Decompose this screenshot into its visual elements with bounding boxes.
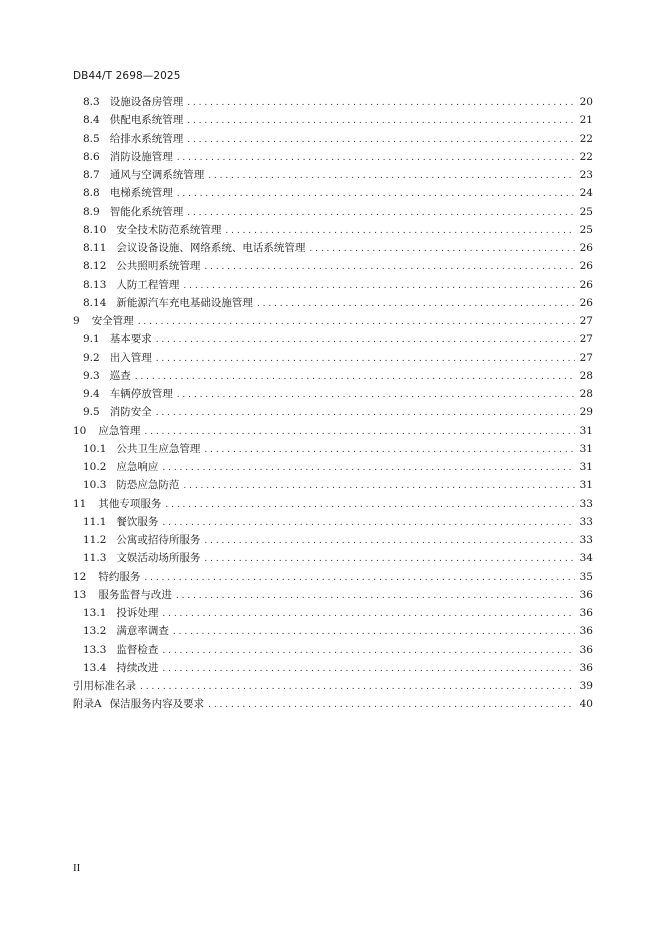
- toc-entry-page: 26: [579, 260, 593, 273]
- toc-entry-number: 9: [73, 315, 80, 327]
- toc-entry[interactable]: [73, 403, 593, 421]
- toc-entry-title: 特约服务: [98, 570, 141, 583]
- toc-entry-number: 11: [73, 497, 87, 510]
- toc-entry-number: 12: [73, 570, 87, 583]
- toc-entry-title: 满意率调查: [116, 625, 169, 638]
- toc-entry-page: 31: [579, 461, 593, 473]
- toc-entry[interactable]: [73, 513, 593, 531]
- toc-entry[interactable]: [73, 568, 593, 586]
- toc-entry[interactable]: [73, 93, 593, 111]
- toc-entry-number: 13.3: [83, 643, 107, 656]
- toc-entry-page: 31: [579, 424, 593, 437]
- toc-entry-title: 消防安全: [109, 406, 152, 419]
- toc-entry-number: 13: [73, 588, 87, 601]
- toc-entry-title: 车辆停放管理: [109, 388, 173, 400]
- toc-entry-title: 公寓或招待所服务: [116, 534, 201, 546]
- toc-dot-leader: [162, 605, 575, 623]
- toc-dot-leader: [177, 185, 575, 203]
- toc-entry[interactable]: [73, 458, 593, 476]
- toc-entry-number: 8.5: [83, 132, 100, 145]
- toc-entry-page: 26: [579, 296, 593, 309]
- toc-entry-page: 36: [579, 643, 593, 656]
- toc-entry[interactable]: [73, 148, 593, 166]
- toc-entry-number: 8.8: [83, 187, 100, 200]
- toc-entry-title: 新能源汽车充电基础设施管理: [116, 296, 253, 309]
- toc-entry-page: 25: [579, 205, 593, 218]
- page-number: II: [73, 862, 81, 874]
- toc-entry[interactable]: [73, 276, 593, 294]
- document-code: DB44/T 2698—2025: [73, 70, 181, 82]
- toc-entry[interactable]: [73, 239, 593, 257]
- toc-entry-number: 10.3: [83, 479, 107, 492]
- toc-entry-number: 8.12: [83, 260, 107, 273]
- toc-entry-number: 附录A: [73, 698, 102, 711]
- toc-dot-leader: [187, 131, 575, 149]
- toc-entry[interactable]: [73, 203, 593, 221]
- toc-dot-leader: [204, 441, 575, 459]
- toc-entry-page: 39: [579, 680, 593, 692]
- toc-entry-number: 8.9: [83, 205, 100, 218]
- toc-entry-title: 公共照明系统管理: [116, 260, 201, 273]
- toc-dot-leader: [177, 149, 575, 167]
- toc-entry-number: 8.4: [83, 114, 100, 127]
- toc-dot-leader: [225, 222, 575, 240]
- toc-entry-page: 27: [579, 333, 593, 346]
- toc-entry-title: 给排水系统管理: [109, 132, 184, 145]
- toc-entry-title: 会议设备设施、网络系统、电话系统管理: [116, 242, 306, 254]
- toc-entry[interactable]: [73, 440, 593, 458]
- toc-entry-page: 36: [579, 588, 593, 601]
- toc-entry-title: 应急响应: [116, 461, 159, 473]
- toc-entry-number: 13.4: [83, 661, 107, 674]
- toc-entry[interactable]: [73, 531, 593, 549]
- toc-entry-title: 防恐应急防范: [116, 479, 180, 492]
- table-of-contents: [73, 93, 593, 714]
- toc-entry-title: 引用标准名录: [73, 680, 136, 692]
- toc-dot-leader: [208, 696, 575, 714]
- toc-entry-title: 电梯系统管理: [109, 187, 173, 200]
- toc-entry[interactable]: [73, 312, 593, 330]
- toc-dot-leader: [176, 587, 575, 605]
- toc-entry-number: 9.4: [83, 388, 100, 400]
- toc-entry-title: 餐饮服务: [116, 515, 159, 528]
- toc-dot-leader: [156, 404, 575, 422]
- toc-entry-title: 保洁服务内容及要求: [109, 698, 205, 711]
- toc-entry-title: 智能化系统管理: [109, 205, 184, 218]
- toc-dot-leader: [156, 331, 575, 349]
- toc-entry[interactable]: [73, 367, 593, 385]
- toc-entry[interactable]: [73, 221, 593, 239]
- toc-entry-page: 31: [579, 442, 593, 455]
- toc-entry-number: 8.7: [83, 169, 100, 181]
- toc-entry-page: 36: [579, 661, 593, 674]
- toc-entry-page: 22: [579, 132, 593, 145]
- toc-entry-page: 40: [579, 698, 593, 711]
- toc-entry-page: 21: [579, 114, 593, 127]
- toc-entry-page: 35: [579, 570, 593, 583]
- toc-dot-leader: [204, 550, 575, 568]
- toc-entry-number: 10.1: [83, 442, 107, 455]
- toc-entry[interactable]: [73, 184, 593, 202]
- toc-entry-page: 22: [579, 150, 593, 163]
- toc-entry-number: 10.2: [83, 461, 107, 473]
- toc-entry-number: 8.14: [83, 296, 107, 309]
- toc-entry-title: 消防设施管理: [109, 150, 173, 163]
- toc-entry-number: 11.3: [83, 552, 107, 565]
- toc-entry-page: 26: [579, 278, 593, 291]
- toc-dot-leader: [162, 642, 575, 660]
- toc-dot-leader: [204, 532, 575, 550]
- toc-entry-number: 8.13: [83, 278, 107, 291]
- toc-entry-title: 出入管理: [109, 351, 152, 364]
- toc-entry[interactable]: [73, 586, 593, 604]
- toc-entry[interactable]: [73, 385, 593, 403]
- toc-dot-leader: [144, 423, 575, 441]
- toc-entry-page: 27: [579, 351, 593, 364]
- toc-dot-leader: [309, 240, 575, 258]
- toc-dot-leader: [183, 277, 575, 295]
- toc-entry-page: 33: [579, 497, 593, 510]
- toc-dot-leader: [144, 569, 575, 587]
- toc-entry-title: 设施设备房管理: [109, 96, 184, 108]
- toc-entry[interactable]: [73, 257, 593, 275]
- toc-entry-number: 8.10: [83, 223, 107, 236]
- toc-entry[interactable]: [73, 604, 593, 622]
- toc-dot-leader: [162, 660, 575, 678]
- toc-dot-leader: [165, 496, 575, 514]
- toc-entry-number: 9.3: [83, 369, 100, 382]
- toc-entry-page: 24: [579, 187, 593, 200]
- toc-entry-title: 巡查: [109, 369, 131, 382]
- toc-entry-page: 36: [579, 607, 593, 619]
- toc-entry-number: 13.2: [83, 625, 107, 638]
- toc-entry-number: 9.2: [83, 351, 100, 364]
- toc-entry-number: 8.3: [83, 96, 100, 108]
- toc-dot-leader: [138, 313, 575, 331]
- toc-entry-page: 25: [579, 223, 593, 236]
- toc-entry-number: 11.2: [83, 534, 107, 546]
- toc-entry-title: 服务监督与改进: [98, 588, 172, 601]
- toc-entry[interactable]: [73, 130, 593, 148]
- toc-entry-title: 人防工程管理: [116, 278, 180, 291]
- toc-entry[interactable]: [73, 695, 593, 713]
- toc-entry-title: 通风与空调系统管理: [109, 169, 205, 181]
- toc-entry-title: 公共卫生应急管理: [116, 442, 201, 455]
- toc-entry[interactable]: [73, 641, 593, 659]
- toc-dot-leader: [257, 295, 575, 313]
- toc-entry-title: 基本要求: [109, 333, 152, 346]
- toc-entry-title: 投诉处理: [116, 607, 159, 619]
- toc-entry[interactable]: [73, 549, 593, 567]
- toc-entry-title: 供配电系统管理: [109, 114, 184, 127]
- toc-dot-leader: [208, 167, 575, 185]
- toc-dot-leader: [140, 678, 575, 696]
- toc-entry-page: 34: [579, 552, 593, 565]
- toc-dot-leader: [162, 514, 575, 532]
- toc-entry[interactable]: [73, 111, 593, 129]
- toc-entry-title: 其他专项服务: [98, 497, 162, 510]
- toc-entry[interactable]: [73, 330, 593, 348]
- toc-entry-page: 36: [579, 625, 593, 638]
- toc-entry[interactable]: [73, 422, 593, 440]
- toc-entry-page: 28: [579, 369, 593, 382]
- toc-entry-page: 27: [579, 315, 593, 327]
- toc-dot-leader: [177, 386, 575, 404]
- toc-entry-title: 持续改进: [116, 661, 159, 674]
- toc-entry-page: 33: [579, 515, 593, 528]
- toc-entry[interactable]: [73, 294, 593, 312]
- toc-entry-title: 安全管理: [91, 315, 134, 327]
- toc-dot-leader: [204, 258, 575, 276]
- toc-entry[interactable]: [73, 349, 593, 367]
- toc-entry-page: 31: [579, 479, 593, 492]
- toc-entry-number: 8.11: [83, 242, 107, 254]
- toc-entry-page: 33: [579, 534, 593, 546]
- toc-entry[interactable]: [73, 677, 593, 695]
- toc-entry-number: 10: [73, 424, 87, 437]
- toc-entry-page: 28: [579, 388, 593, 400]
- toc-entry-page: 23: [579, 169, 593, 181]
- toc-entry-page: 26: [579, 242, 593, 254]
- toc-entry[interactable]: [73, 495, 593, 513]
- toc-dot-leader: [173, 623, 575, 641]
- toc-entry[interactable]: [73, 622, 593, 640]
- toc-entry-number: 9.1: [83, 333, 100, 346]
- toc-entry-page: 29: [579, 406, 593, 419]
- toc-entry-page: 20: [579, 96, 593, 108]
- toc-dot-leader: [187, 112, 575, 130]
- toc-entry-title: 文娱活动场所服务: [116, 552, 201, 565]
- toc-dot-leader: [183, 477, 575, 495]
- toc-dot-leader: [156, 350, 575, 368]
- toc-entry-number: 8.6: [83, 150, 100, 163]
- toc-entry[interactable]: [73, 476, 593, 494]
- toc-dot-leader: [187, 94, 575, 112]
- toc-entry[interactable]: [73, 166, 593, 184]
- toc-dot-leader: [187, 204, 575, 222]
- toc-dot-leader: [162, 459, 575, 477]
- toc-dot-leader: [135, 368, 575, 386]
- toc-entry-number: 9.5: [83, 406, 100, 419]
- toc-entry-title: 安全技术防范系统管理: [116, 223, 222, 236]
- toc-entry-number: 13.1: [83, 607, 107, 619]
- toc-entry-title: 监督检查: [116, 643, 159, 656]
- toc-entry[interactable]: [73, 659, 593, 677]
- toc-entry-number: 11.1: [83, 515, 107, 528]
- toc-entry-title: 应急管理: [98, 424, 141, 437]
